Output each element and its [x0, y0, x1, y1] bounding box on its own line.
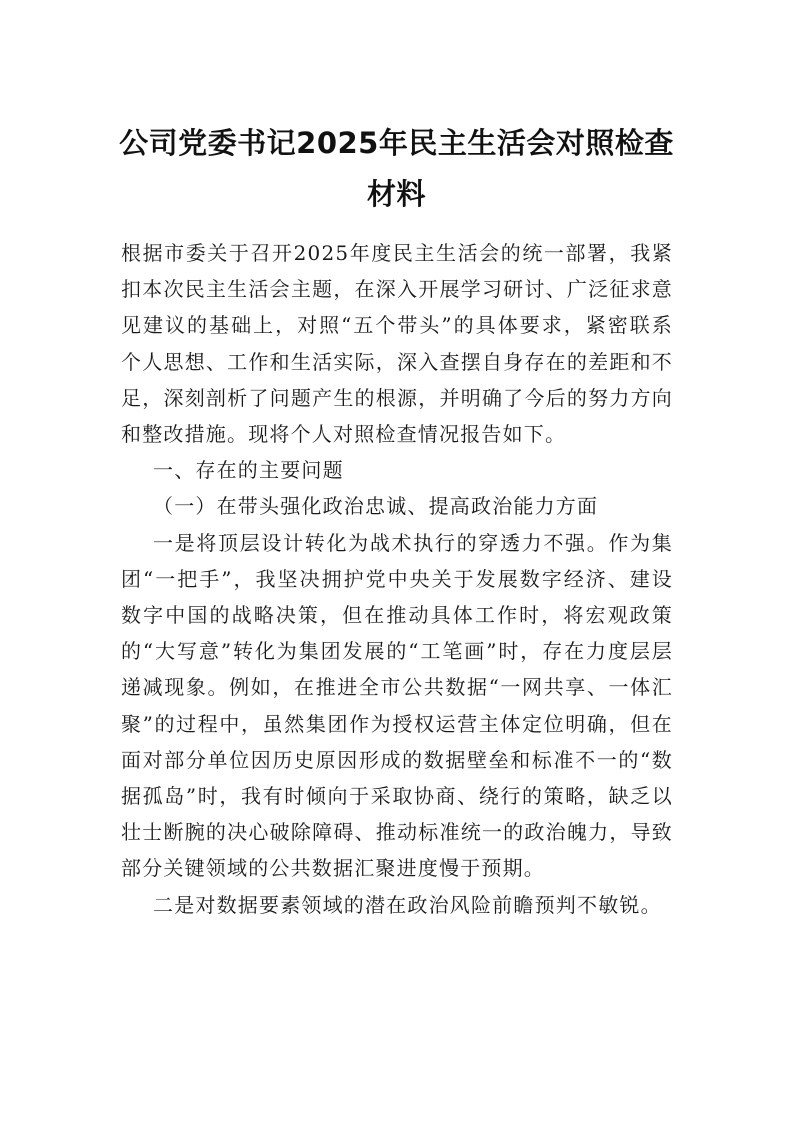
section-heading: 一、存在的主要问题 — [153, 458, 344, 483]
issue-paragraph-1: 一是将顶层设计转化为战术执行的穿透力不强。作为集团“一把手”，我坚决拥护党中央关于发展数字经济、建设数字中国的战略决策，但在推动具体工作时，将宏观政策的“大写意”转化为集团发展的“工笔画”时，存在力度层层递减现象。例如，在推进全市公共数据“一网共享、一体汇聚”的过程中，虽然集团作为授权运营主体定位明确，但在面对部分单位因历史原因形成的数据壁垒和标准不一的“数据孤岛”时，我有时倾向于采取协商、绕行的策略，缺乏以壮士断腕的决心破除障碍、推动标准统一的政治魄力，导致部分关键领域的公共数据汇聚进度慢于预期。 — [121, 530, 673, 881]
document-title: 公司党委书记2025年民主生活会对照检查材料 — [119, 126, 674, 211]
subsection-heading: （一）在带头强化政治忠诚、提高政治能力方面 — [153, 494, 599, 519]
issue-paragraph-2: 二是对数据要素领域的潜在政治风险前瞻预判不敏锐。 — [153, 892, 662, 917]
document-body — [121, 235, 673, 923]
intro-paragraph: 根据市委关于召开2025年度民主生活会的统一部署，我紧扣本次民主生活会主题，在深入开展学习研讨、广泛征求意见建议的基础上，对照“五个带头”的具体要求，紧密联系个人思想、工作和生活实际，深入查摆自身存在的差距和不足，深刻剖析了问题产生的根源，并明确了今后的努力方向和整改措施。现将个人对照检查情况报告如下。 — [121, 241, 673, 447]
